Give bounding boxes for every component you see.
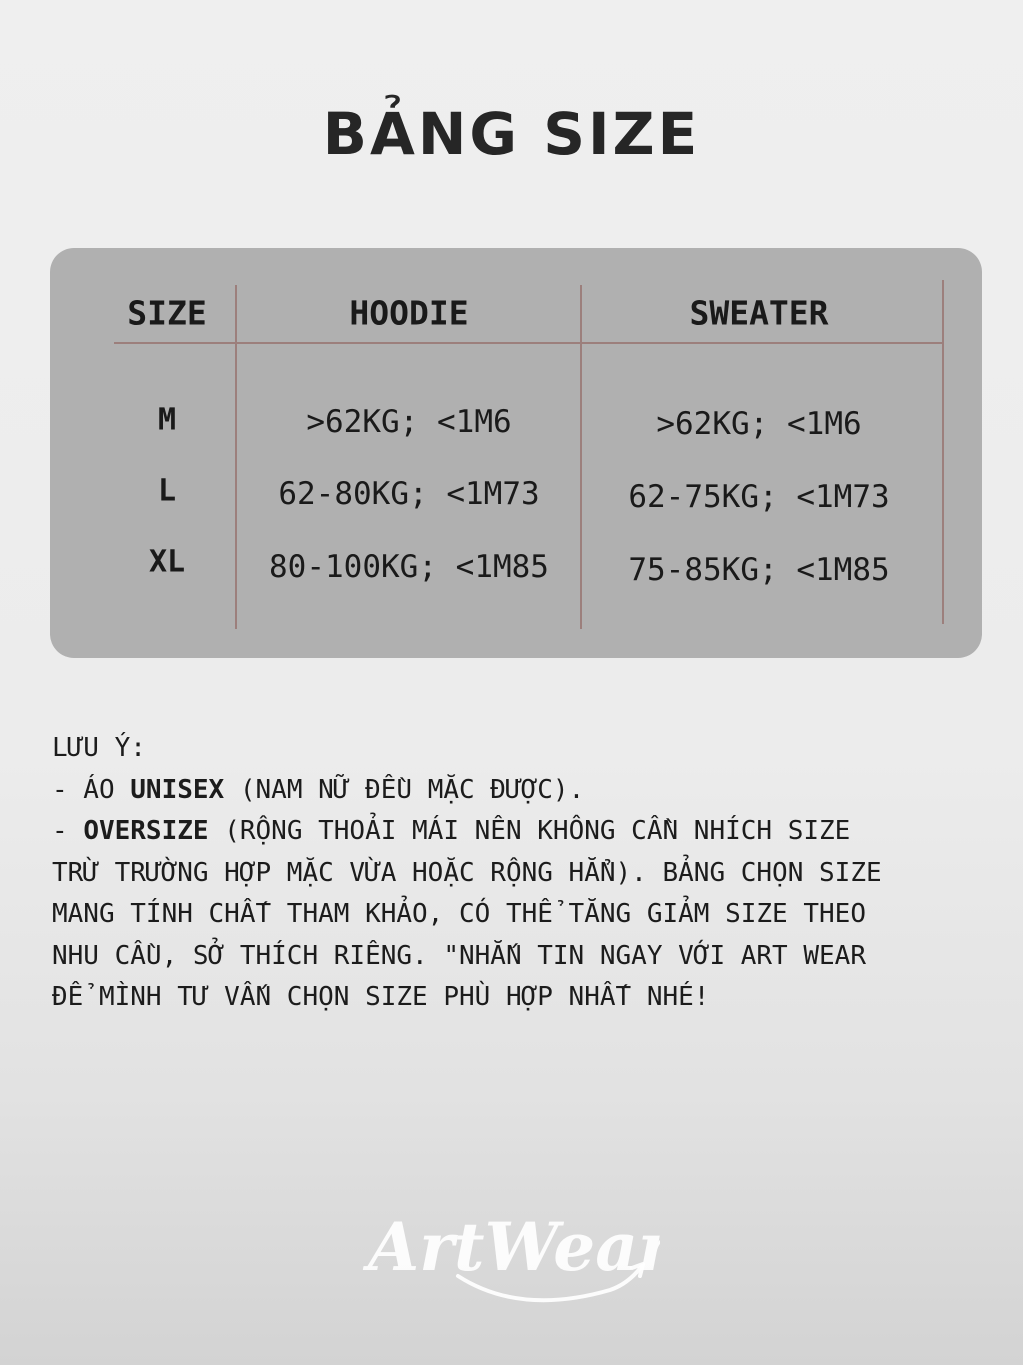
hoodie-value-l: 62-80KG; <1M73 [278,476,540,512]
header-divider [114,342,943,344]
column-divider-2 [580,285,582,629]
column-divider-3 [942,280,944,624]
notes-section [52,728,982,1019]
note-line-3: TRỪ TRƯỜNG HỢP MẶC VỪA HOẶC RỘNG HẲN). BẢNG CHỌN SIZE [52,857,882,888]
logo-wordmark: ArtWear [368,1208,660,1286]
header-hoodie: HOODIE [349,293,469,333]
hoodie-value-xl: 80-100KG; <1M85 [269,549,549,585]
sweater-value-m: >62KG; <1M6 [656,406,862,442]
notes-heading: LƯU Ý: [52,733,146,763]
column-divider-1 [235,285,237,629]
sweater-value-l: 62-75KG; <1M73 [628,479,890,515]
header-size: SIZE [127,293,207,333]
note-line-4: MANG TÍNH CHẤT THAM KHẢO, CÓ THỂ TĂNG GIẢM SIZE THEO [52,899,866,929]
unisex-emphasis: UNISEX [130,774,225,805]
header-sweater: SWEATER [689,293,829,333]
size-label-xl: XL [148,544,186,580]
note-line-5: NHU CẦU, SỞ THÍCH RIÊNG. "NHẮN TIN NGAY VỚI ART WEAR [52,940,866,971]
artwear-logo-mark [360,1198,660,1310]
sweater-value-xl: 75-85KG; <1M85 [628,552,890,588]
size-label-l: L [157,473,177,509]
note-line-6: ĐỂ MÌNH TƯ VẤN CHỌN SIZE PHÙ HỢP NHẤT NHÉ! [52,982,710,1012]
note-oversize: - OVERSIZE (RỘNG THOẢI MÁI NÊN KHÔNG CẦN NHÍCH SIZE [52,816,851,846]
hoodie-value-m: >62KG; <1M6 [306,404,512,440]
note-unisex: - ÁO UNISEX (NAM NỮ ĐỀU MẶC ĐƯỢC). [52,774,585,805]
size-label-m: M [157,402,177,438]
artwear-logo [360,1198,660,1310]
page-title: BẢNG SIZE [322,100,701,168]
oversize-emphasis: OVERSIZE [83,816,209,846]
